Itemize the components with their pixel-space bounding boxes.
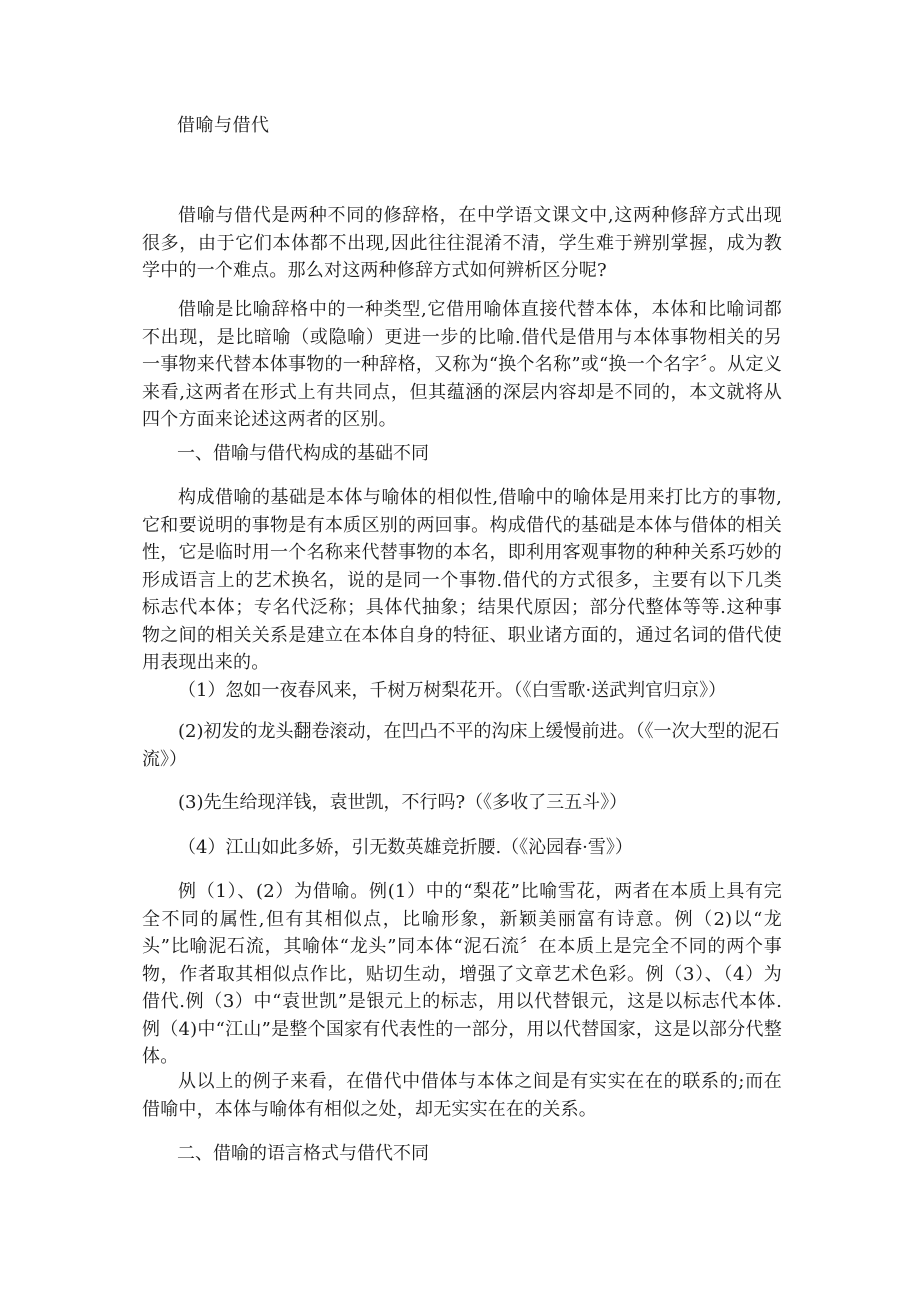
definition-paragraph: 借喻是比喻辞格中的一种类型,它借用喻体直接代替本体，本体和比喻词都不出现，是比暗喻（或隐喻）更进一步的比喻.借代是借用与本体事物相关的另一事物来代替本体事物的一种辞格，又称为“换个名称”或“换一个名字〞。从定义来看,这两者在形式上有共同点，但其蕴涵的深层内容却是不同的，本文就将从四个方面来论述这两者的区别。 — [142, 299, 782, 430]
example-1: （1）忽如一夜春风来，千树万树梨花开。（《白雪歌·送武判官归京》） — [178, 680, 727, 701]
section-heading-1: 一、借喻与借代构成的基础不同 — [177, 443, 429, 464]
conclusion-paragraph: 从以上的例子来看，在借代中借体与本体之间是有实实在在的联系的;而在借喻中，本体与喻体有相似之处，却无实实在在的关系。 — [142, 1071, 782, 1120]
example-2: (2)初发的龙头翻卷滚动，在凹凸不平的沟床上缓慢前进。（《一次大型的泥石流》） — [142, 721, 780, 770]
section-heading-2: 二、借喻的语言格式与借代不同 — [177, 1143, 429, 1164]
intro-paragraph: 借喻与借代是两种不同的修辞格，在中学语文课文中,这两种修辞方式出现很多，由于它们本体都不出现,因此往往混淆不清，学生难于辨别掌握，成为教学中的一个难点。那么对这两种修辞方式如何辨析区分呢? — [142, 205, 782, 281]
section1-paragraph: 构成借喻的基础是本体与喻体的相似性,借喻中的喻体是用来打比方的事物,它和要说明的事物是有本质区别的两回事。构成借代的基础是本体与借体的相关性，它是临时用一个名称来代替事物的本名，即利用客观事物的种种关系巧妙的形成语言上的艺术换名，说的是同一个事物.借代的方式很多，主要有以下几类标志代本体；专名代泛称；具体代抽象；结果代原因；部分代整体等等.这种事物之间的相关关系是建立在本体自身的特征、职业诸方面的，通过名词的借代使用表现出来的。 — [142, 487, 782, 673]
document-title: 借喻与借代 — [177, 115, 270, 136]
example-3: (3)先生给现洋钱，袁世凯，不行吗?（《多收了三五斗》） — [178, 792, 628, 813]
example-4: （4）江山如此多娇，引无数英雄竞折腰.（《沁园春·雪》） — [178, 837, 633, 858]
analysis-paragraph: 例（1）、(2）为借喻。例(1）中的“梨花”比喻雪花，两者在本质上具有完全不同的属性,但有其相似点，比喻形象，新颖美丽富有诗意。例（2)以“龙头”比喻泥石流，其喻体“龙头”同本体“泥石流〞在本质上是完全不同的两个事物，作者取其相似点作比，贴切生动，增强了文章艺术色彩。例（3）、（4）为借代.例（3）中“袁世凯”是银元上的标志，用以代替银元，这是以标志代本体.例（4)中“江山”是整个国家有代表性的一部分，用以代替国家，这是以部分代整体。 — [142, 881, 782, 1067]
